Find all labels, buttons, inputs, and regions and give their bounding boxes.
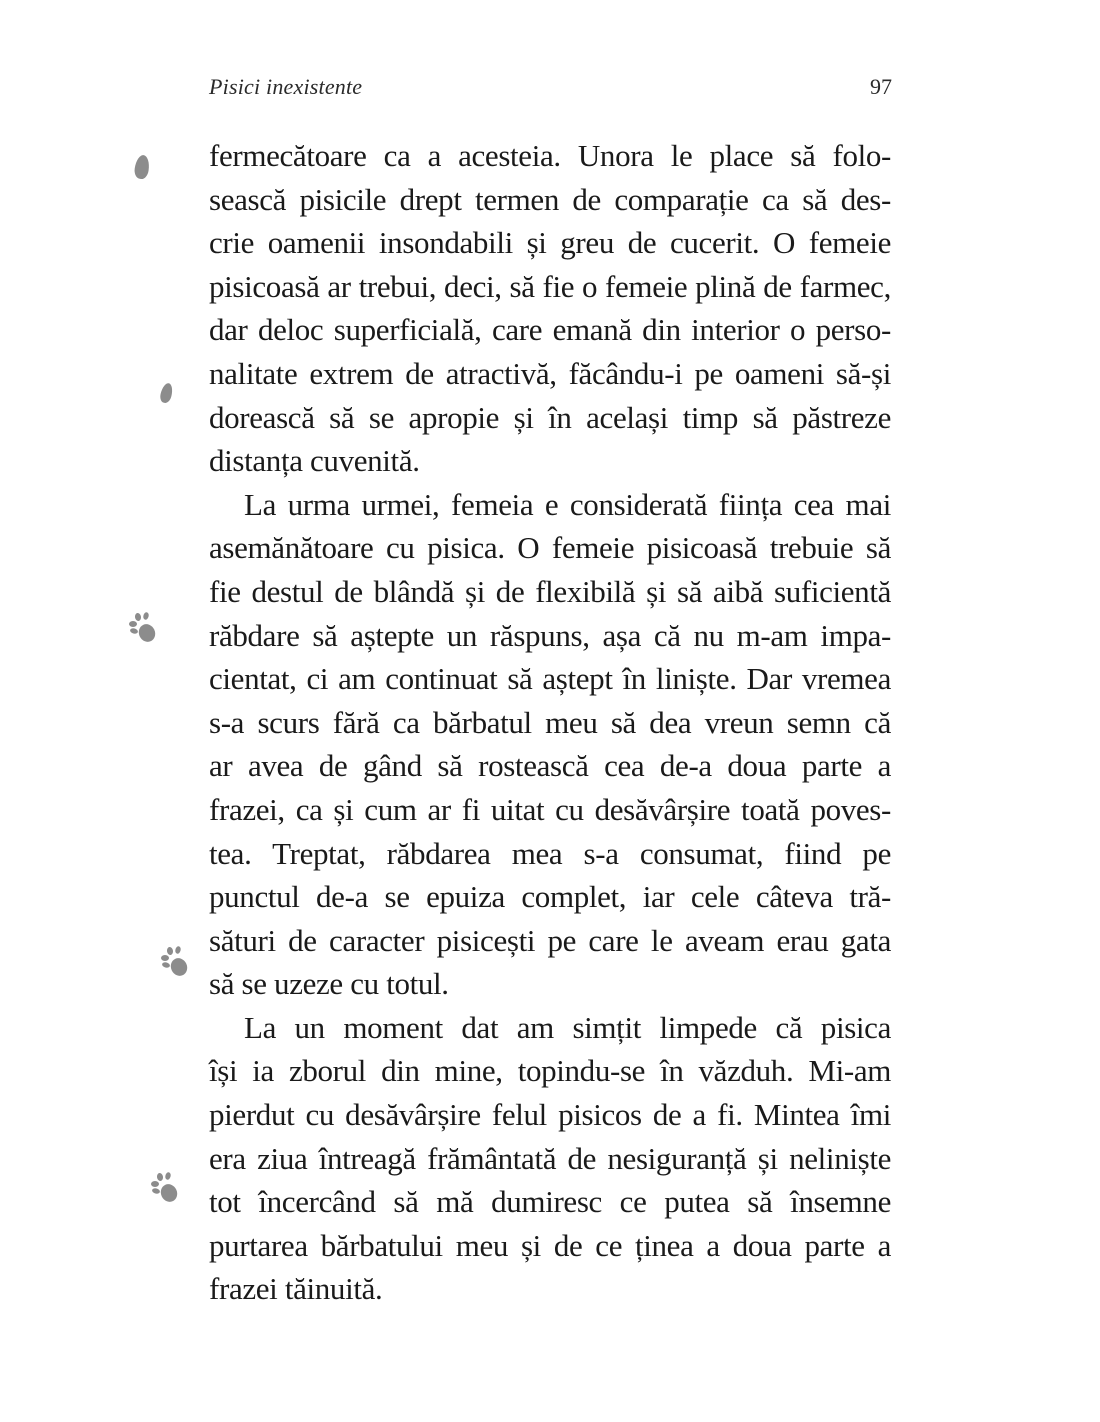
- text-line: cientat, ci am continuat să aștept în liniște. Dar vremea: [209, 661, 891, 697]
- text-line: să se uzeze cu totul.: [209, 966, 449, 1002]
- paw-print-icon: [150, 1172, 182, 1204]
- text-line: punctul de-a se epuiza complet, iar cele câteva tră-: [209, 879, 891, 915]
- text-line: sească pisicile drept termen de comparație ca să des-: [209, 181, 891, 217]
- paw-print-icon: [160, 946, 192, 978]
- text-line: dorească să se apropie și în același timp să păstreze: [209, 399, 891, 435]
- text-line: frazei tăinuită.: [209, 1271, 383, 1307]
- text-line: era ziua întreagă frământată de nesiguranță și neliniște: [209, 1140, 891, 1176]
- paragraph: [209, 483, 891, 1006]
- paw-pad-icon: [159, 382, 175, 404]
- text-line: fie destul de blândă și de flexibilă și să aibă suficientă: [209, 573, 891, 609]
- text-line: sături de caracter pisicești pe care le aveam erau gata: [209, 922, 891, 958]
- text-line: s-a scurs fără ca bărbatul meu să dea vreun semn că: [209, 704, 891, 740]
- text-line: fermecătoare ca a acesteia. Unora le place să folo-: [209, 138, 891, 173]
- body-text: [209, 134, 891, 1311]
- paw-pad-icon: [133, 154, 150, 180]
- text-line: răbdare să aștepte un răspuns, așa că nu m-am impa-: [209, 617, 891, 653]
- running-head-title: Pisici inexistente: [209, 74, 363, 99]
- text-line: își ia zborul din mine, topindu-se în văzduh. Mi-am: [209, 1053, 891, 1089]
- text-line: purtarea bărbatului meu și de ce ținea a doua parte a: [209, 1227, 891, 1263]
- text-line: crie oamenii insondabili și greu de cucerit. O femeie: [209, 225, 891, 261]
- text-line: nalitate extrem de atractivă, făcându-i pe oameni să-și: [209, 355, 891, 391]
- text-line: tot încercând să mă dumiresc ce putea să însemne: [209, 1184, 891, 1220]
- text-line: pierdut cu desăvârșire felul pisicos de a fi. Mintea îmi: [209, 1097, 891, 1133]
- text-line: asemănătoare cu pisica. O femeie pisicoasă trebuie să: [209, 530, 891, 566]
- text-line: distanța cuvenită.: [209, 443, 420, 479]
- text-line: ar avea de gând să rostească cea de-a doua parte a: [209, 748, 891, 784]
- page-number: 97: [870, 74, 892, 99]
- text-line: La un moment dat am simțit limpede că pisica: [244, 1009, 891, 1045]
- text-line: La urma urmei, femeia e considerată ființa cea mai: [244, 486, 891, 522]
- text-line: dar deloc superficială, care emană din interior o perso-: [209, 312, 891, 348]
- paragraph: [209, 1006, 891, 1311]
- text-line: frazei, ca și cum ar fi uitat cu desăvârșire toată poves-: [209, 791, 891, 827]
- text-line: pisicoasă ar trebui, deci, să fie o femeie plină de farmec,: [209, 268, 891, 304]
- paw-print-icon: [128, 612, 160, 644]
- text-line: tea. Treptat, răbdarea mea s-a consumat, fiind pe: [209, 835, 891, 871]
- paragraph: [209, 134, 891, 483]
